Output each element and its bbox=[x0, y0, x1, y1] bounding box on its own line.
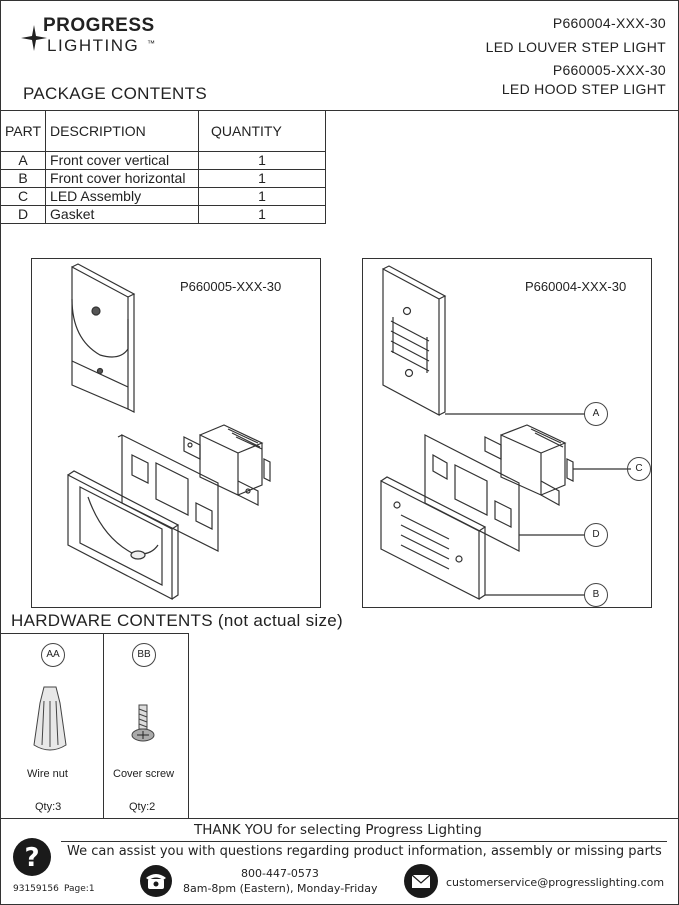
brand-line2: LIGHTING bbox=[47, 36, 140, 55]
desc-cell: LED Assembly bbox=[46, 188, 199, 206]
col-part: PART bbox=[1, 111, 46, 152]
model-number-1: P660004-XXX-30 bbox=[552, 15, 666, 31]
desc-cell: Front cover horizontal bbox=[46, 170, 199, 188]
model-number-2: P660005-XXX-30 bbox=[552, 62, 666, 78]
callout-a: A bbox=[584, 402, 608, 426]
parts-table bbox=[1, 111, 326, 224]
question-icon bbox=[12, 837, 52, 877]
screw-icon bbox=[129, 703, 159, 747]
louver-diagram-panel bbox=[362, 258, 652, 608]
product-name-2: LED HOOD STEP LIGHT bbox=[501, 81, 666, 97]
hardware-item-bb bbox=[103, 633, 189, 818]
email-icon bbox=[403, 863, 439, 899]
hood-diagram-panel bbox=[31, 258, 321, 608]
louver-exploded-drawing bbox=[363, 259, 651, 607]
hw-name-bb: Cover screw bbox=[113, 768, 175, 780]
hood-model-label: P660005-XXX-30 bbox=[180, 279, 282, 294]
support-hours: 8am-8pm (Eastern), Monday-Friday bbox=[183, 882, 378, 895]
footer-top-rule bbox=[1, 818, 678, 819]
table-row bbox=[1, 152, 326, 170]
brand-tm: ™ bbox=[147, 39, 155, 48]
col-quantity: QUANTITY bbox=[199, 111, 326, 152]
footer-mid-rule bbox=[61, 841, 667, 842]
qty-cell: 1 bbox=[199, 170, 326, 188]
hw-qty-bb: Qty:2 bbox=[129, 801, 156, 813]
svg-text:?: ? bbox=[24, 843, 40, 873]
hw-name-aa: Wire nut bbox=[27, 768, 68, 780]
table-header-row bbox=[1, 111, 326, 152]
table-row bbox=[1, 170, 326, 188]
assist-text: We can assist you with questions regarding product information, assembly or missing parts bbox=[67, 844, 662, 859]
hw-qty-aa: Qty:3 bbox=[35, 801, 62, 813]
desc-cell: Gasket bbox=[46, 206, 199, 224]
callout-d: D bbox=[584, 523, 608, 547]
hood-exploded-drawing bbox=[32, 259, 320, 607]
desc-cell: Front cover vertical bbox=[46, 152, 199, 170]
doc-id: 93159156 bbox=[13, 884, 59, 894]
package-contents-title: PACKAGE CONTENTS bbox=[23, 84, 207, 103]
part-cell: B bbox=[1, 170, 46, 188]
phone-number: 800-447-0573 bbox=[241, 867, 319, 880]
wire-nut-icon bbox=[30, 685, 70, 755]
hw-code-aa: AA bbox=[41, 643, 65, 667]
callout-b: B bbox=[584, 583, 608, 607]
col-description: DESCRIPTION bbox=[46, 111, 199, 152]
qty-cell: 1 bbox=[199, 206, 326, 224]
qty-cell: 1 bbox=[199, 152, 326, 170]
support-email: customerservice@progresslighting.com bbox=[446, 876, 665, 889]
brand-logo bbox=[21, 15, 171, 57]
product-name-1: LED LOUVER STEP LIGHT bbox=[485, 39, 666, 55]
part-cell: A bbox=[1, 152, 46, 170]
thank-you-text: THANK YOU for selecting Progress Lighting bbox=[194, 822, 482, 838]
hardware-title: HARDWARE CONTENTS (not actual size) bbox=[11, 611, 343, 630]
table-row bbox=[1, 206, 326, 224]
part-cell: C bbox=[1, 188, 46, 206]
hw-code-bb: BB bbox=[132, 643, 156, 667]
phone-icon bbox=[139, 864, 173, 898]
hardware-item-aa bbox=[1, 633, 104, 818]
table-row bbox=[1, 188, 326, 206]
callout-c: C bbox=[627, 457, 651, 481]
brand-line1: PROGRESS bbox=[43, 15, 155, 36]
qty-cell: 1 bbox=[199, 188, 326, 206]
part-cell: D bbox=[1, 206, 46, 224]
page-number: Page:1 bbox=[64, 884, 95, 894]
louver-model-label: P660004-XXX-30 bbox=[525, 279, 627, 294]
